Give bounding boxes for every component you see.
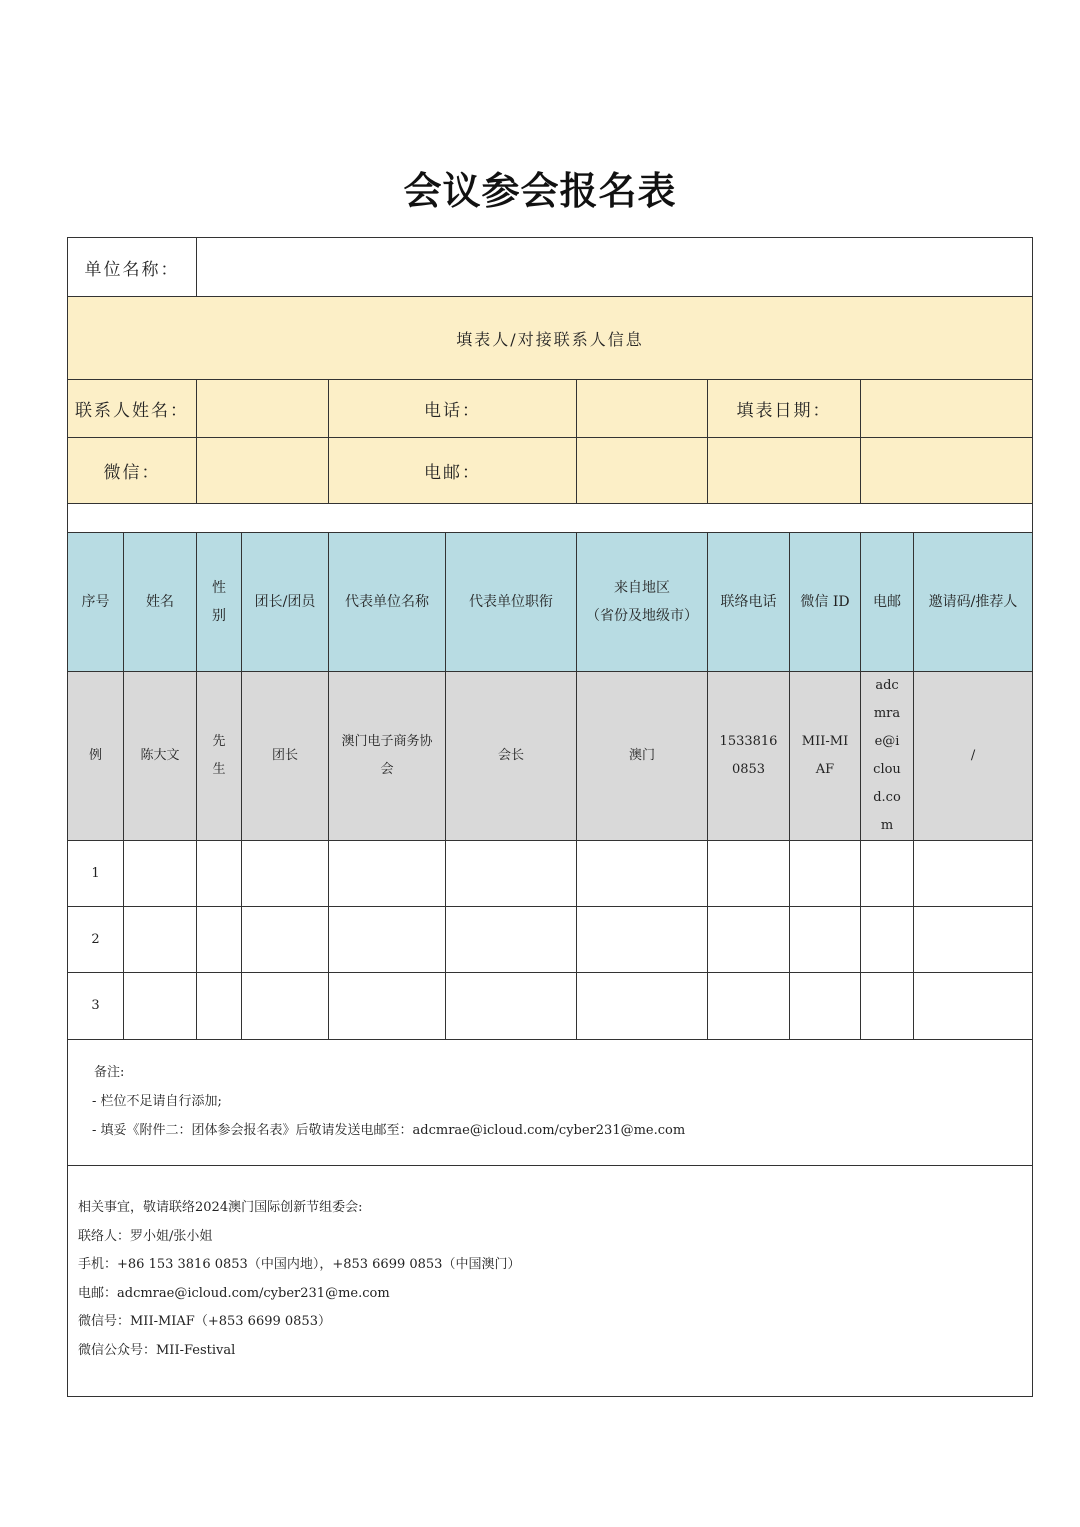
page-title: 会议参会报名表	[403, 169, 677, 213]
table-row	[68, 907, 1033, 973]
table-cell[interactable]	[914, 841, 1033, 907]
table-cell[interactable]	[446, 841, 577, 907]
contact-info-line: 联络人：罗小姐/张小姐	[78, 1228, 213, 1244]
phone-label: 电话：	[329, 380, 577, 438]
table-cell[interactable]	[124, 907, 197, 973]
example-phone-text: 15338160853	[719, 734, 778, 777]
col-header-email: 电邮	[861, 533, 914, 672]
example-referrer: /	[914, 672, 1033, 841]
org-name-label: 单位名称：	[68, 238, 197, 297]
table-cell[interactable]	[861, 841, 914, 907]
table-cell[interactable]	[861, 907, 914, 973]
date-field[interactable]	[861, 380, 1033, 438]
col-header-title: 代表单位职衔	[446, 533, 577, 672]
extra-field-2[interactable]	[861, 438, 1033, 504]
col-header-region-line2: （省份及地级市）	[586, 608, 698, 624]
table-cell[interactable]	[577, 907, 708, 973]
table-cell[interactable]	[329, 973, 446, 1040]
notes-title: 备注:	[94, 1065, 125, 1080]
row-index: 3	[68, 973, 124, 1040]
table-cell[interactable]	[577, 841, 708, 907]
col-header-index: 序号	[68, 533, 124, 672]
example-index: 例	[68, 672, 124, 841]
table-cell[interactable]	[197, 841, 242, 907]
table-cell[interactable]	[124, 841, 197, 907]
example-email	[861, 672, 914, 841]
contact-name-field[interactable]	[197, 380, 329, 438]
table-cell[interactable]	[790, 973, 861, 1040]
table-cell[interactable]	[790, 841, 861, 907]
table-cell[interactable]	[914, 973, 1033, 1040]
notes-line: - 栏位不足请自行添加;	[92, 1094, 222, 1109]
col-header-wechat: 微信 ID	[790, 533, 861, 672]
col-header-referrer: 邀请码/推荐人	[914, 533, 1033, 672]
example-row	[68, 672, 1033, 841]
table-cell[interactable]	[708, 907, 790, 973]
table-cell[interactable]	[329, 907, 446, 973]
phone-field[interactable]	[577, 380, 708, 438]
example-phone	[708, 672, 790, 841]
table-cell[interactable]	[446, 973, 577, 1040]
table-cell[interactable]	[242, 907, 329, 973]
col-header-name: 姓名	[124, 533, 197, 672]
contact-info-box	[68, 1166, 1033, 1397]
notes-line: - 填妥《附件二：团体参会报名表》后敬请发送电邮至：adcmrae@icloud.com/cyber231@me.com	[92, 1123, 686, 1138]
date-label: 填表日期：	[708, 380, 861, 438]
contact-info-line: 微信号：MII-MIAF（+853 6699 0853）	[78, 1314, 331, 1329]
row-index: 2	[68, 907, 124, 973]
example-wechat-text: MII-MIAF	[801, 734, 849, 777]
col-header-role: 团长/团员	[242, 533, 329, 672]
table-cell[interactable]	[446, 907, 577, 973]
col-header-phone: 联络电话	[708, 533, 790, 672]
example-email-text: adcmrae@icloud.com	[873, 678, 901, 833]
example-title: 会长	[446, 672, 577, 841]
example-gender-text: 先生	[212, 734, 226, 777]
example-role: 团长	[242, 672, 329, 841]
table-cell[interactable]	[914, 907, 1033, 973]
contact-info-line: 电邮：adcmrae@icloud.com/cyber231@me.com	[78, 1285, 390, 1301]
notes-box	[68, 1040, 1033, 1166]
spacer-row	[68, 504, 1033, 533]
table-cell[interactable]	[242, 973, 329, 1040]
table-cell[interactable]	[861, 973, 914, 1040]
email-field[interactable]	[577, 438, 708, 504]
example-org	[329, 672, 446, 841]
example-gender	[197, 672, 242, 841]
table-cell[interactable]	[708, 973, 790, 1040]
table-cell[interactable]	[197, 973, 242, 1040]
col-header-gender-text: 性别	[212, 580, 226, 624]
contact-info-line: 相关事宜，敬请联络2024澳门国际创新节组委会:	[78, 1200, 363, 1215]
example-wechat	[790, 672, 861, 841]
registration-form	[67, 237, 1033, 1397]
wechat-field[interactable]	[197, 438, 329, 504]
email-label: 电邮：	[329, 438, 577, 504]
example-name: 陈大文	[124, 672, 197, 841]
col-header-gender	[197, 533, 242, 672]
col-header-region	[577, 533, 708, 672]
contact-name-label: 联系人姓名：	[68, 380, 197, 438]
col-header-org: 代表单位名称	[329, 533, 446, 672]
table-row	[68, 841, 1033, 907]
table-cell[interactable]	[329, 841, 446, 907]
contact-info-line: 手机：+86 153 3816 0853（中国内地），+853 6699 0853（中国澳门）	[78, 1257, 521, 1272]
contact-info-line: 微信公众号：MII-Festival	[78, 1342, 236, 1358]
table-cell[interactable]	[790, 907, 861, 973]
table-cell[interactable]	[577, 973, 708, 1040]
org-name-field[interactable]	[197, 238, 1033, 297]
table-row	[68, 973, 1033, 1040]
table-cell[interactable]	[708, 841, 790, 907]
extra-field-1[interactable]	[708, 438, 861, 504]
row-index: 1	[68, 841, 124, 907]
table-cell[interactable]	[242, 841, 329, 907]
col-header-region-line1: 来自地区	[614, 580, 670, 596]
wechat-label: 微信：	[68, 438, 197, 504]
contact-section-title: 填表人/对接联系人信息	[68, 297, 1033, 380]
table-cell[interactable]	[197, 907, 242, 973]
example-org-text: 澳门电子商务协会	[341, 734, 433, 777]
table-cell[interactable]	[124, 973, 197, 1040]
example-region: 澳门	[577, 672, 708, 841]
